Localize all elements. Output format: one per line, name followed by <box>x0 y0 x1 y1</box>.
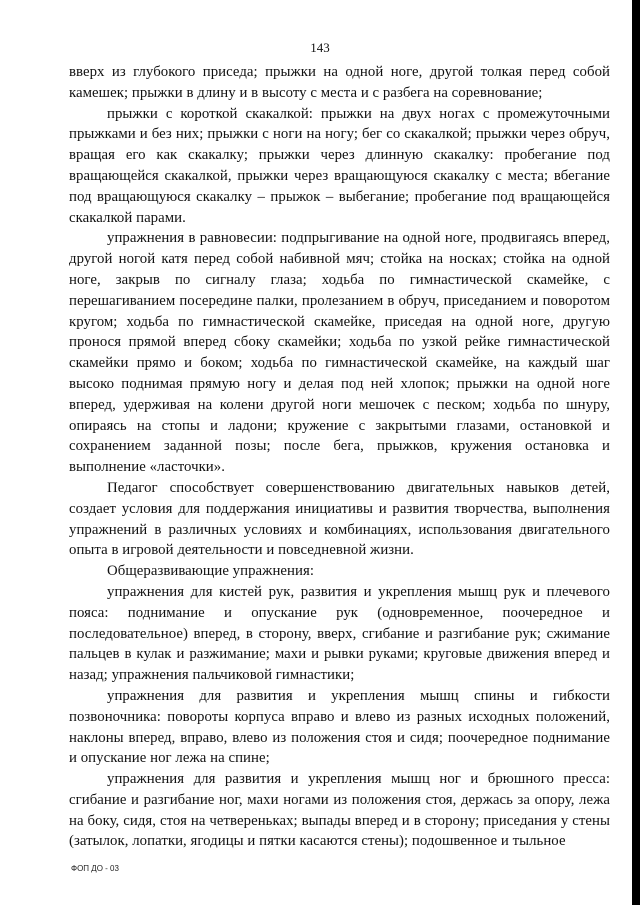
paragraph-general-exercises-heading: Общеразвивающие упражнения: <box>107 563 314 580</box>
paragraph-balance-exercises: упражнения в равновесии: подпрыгивание на одной ноге, продвигаясь вперед, другой ногой катя перед собой набивной мяч; стойка на носках; стойка на одной ноге, закрыв по сигналу глаза; ходьба по гимнастической скамейке, с перешагиванием посередине палки, пролезанием в обруч, приседанием и поворотом кругом; ходьба по гимнастической скамейке, приседая на одной ноге, другую пронося прямой вперед сбоку скамейки; ходьба по узкой рейке гимнастической скамейки прямо и боком; ходьба по гимнастической скамейке, на каждый шаг высоко поднимая прямую ногу и делая под ней хлопок; прыжки на одной ноге вперед, удерживая на колени другой ноги мешочек с песком; ходьба по шнуру, опираясь на стопы и ладони; кружение с закрытыми глазами, остановкой и сохранением заданной позы; после бега, прыжков, кружения остановка и выполнение «ласточки». <box>69 230 610 476</box>
body-text <box>69 62 610 852</box>
paragraph-jumps-continuation: вверх из глубокого приседа; прыжки на одной ноге, другой толкая перед собой камешек; прыжки в длину и в высоту с места и с разбега на соревнование; <box>69 64 610 101</box>
footer-label: ФОП ДО - 03 <box>71 864 119 873</box>
paragraph-back-exercises: упражнения для развития и укрепления мышц спины и гибкости позвоночника: повороты корпуса вправо и влево из разных исходных положений, наклоны вперед, вправо, влево из положения стоя и сидя; поочередное поднимание и опускание ног лежа на спине; <box>69 687 610 767</box>
page-number: 143 <box>310 40 330 55</box>
paragraph-arm-exercises: упражнения для кистей рук, развития и укрепления мышц рук и плечевого пояса: поднимание и опускание рук (одновременное, поочередное и последовательное) вперед, в сторону, вверх, сгибание и разгибание рук; сжимание пальцев в кулак и разжимание; махи и рывки руками; круговые движения вперед и назад; упражнения пальчиковой гимнастики; <box>69 583 610 684</box>
paragraph-teacher-role: Педагог способствует совершенствованию двигательных навыков детей, создает условия для поддержания инициативы и развития творчества, выполнения упражнений в различных условиях и комбинациях, использования двигательного опыта в игровой деятельности и повседневной жизни. <box>69 479 610 559</box>
paragraph-jump-rope: прыжки с короткой скакалкой: прыжки на двух ногах с промежуточными прыжками и без них; прыжки с ноги на ногу; бег со скакалкой; прыжки через обруч, вращая его как скакалку; прыжки через длинную скакалку: пробегание под вращающейся скакалкой, прыжки через вращающуюся скакалку с места; вбегание под вращающуюся скакалку – прыжок – выбегание; пробегание под вращающейся скакалкой парами. <box>69 105 610 226</box>
paragraph-leg-exercises: упражнения для развития и укрепления мышц ног и брюшного пресса: сгибание и разгибание ног, махи ногами из положения стоя, держась за опору, лежа на боку, сидя, стоя на четвереньках; выпады вперед и в сторону; приседания у стены (затылок, лопатки, ягодицы и пятки касаются стены); подошвенное и тыльное <box>69 771 610 850</box>
scan-edge <box>632 0 640 905</box>
